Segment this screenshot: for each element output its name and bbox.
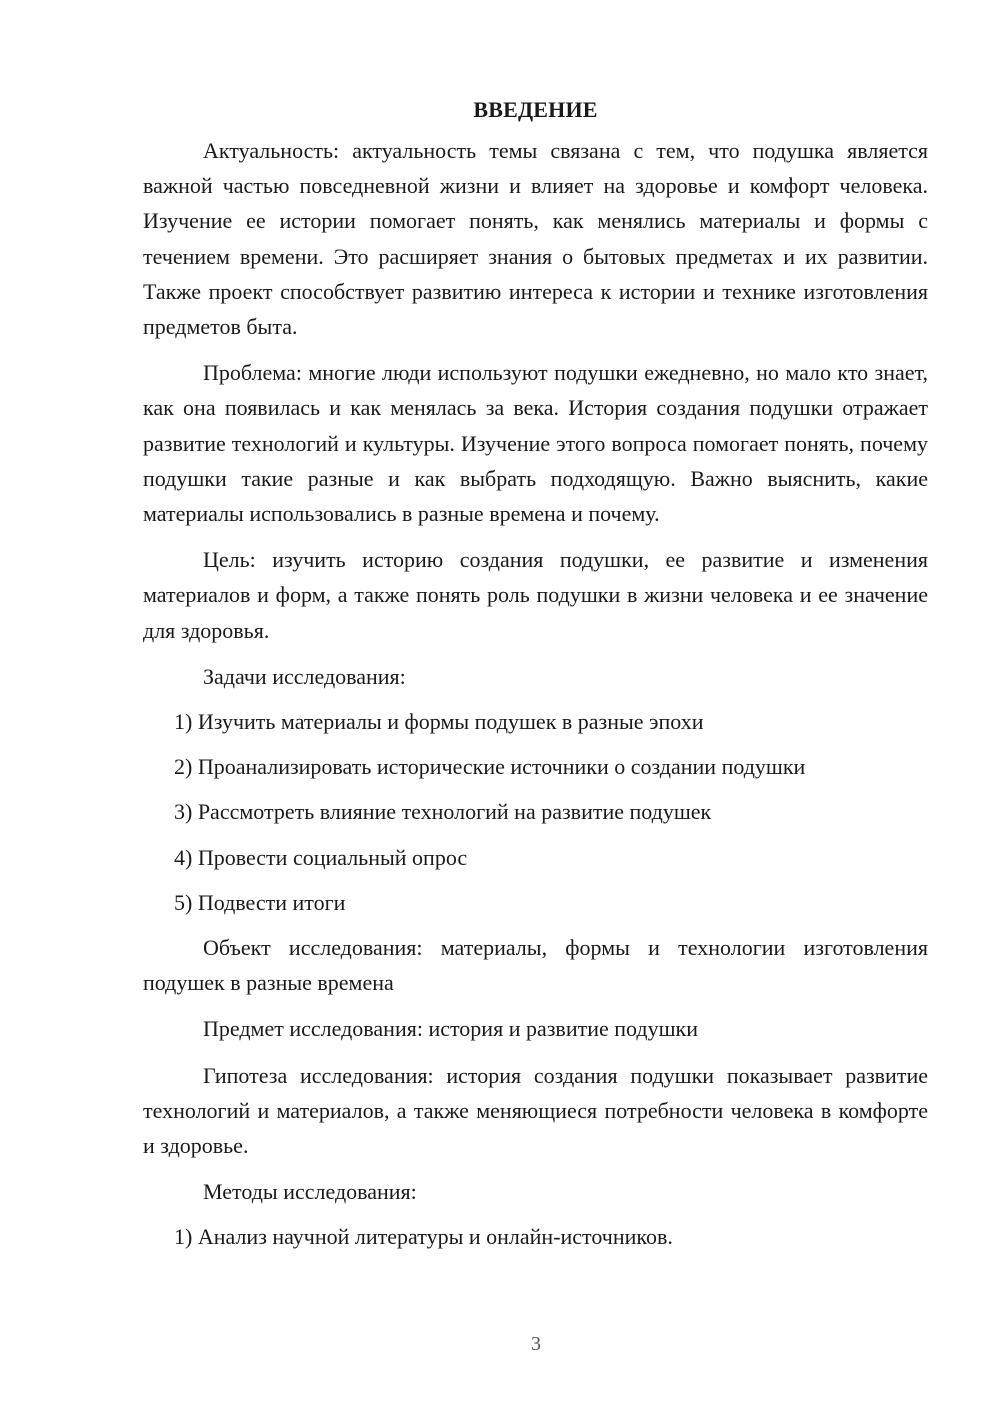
hypothesis-paragraph: Гипотеза исследования: история создания подушки показывает развитие технологий и материалов, а также меняющиеся потребности человека в комфорте и здоровье. xyxy=(143,1062,928,1159)
task-item: 4) Провести социальный опрос xyxy=(174,844,468,870)
section-title: ВВЕДЕНИЕ xyxy=(473,97,598,122)
document-page xyxy=(143,92,928,1265)
page-number: 3 xyxy=(531,1333,541,1355)
methods-heading: Методы исследования: xyxy=(203,1179,417,1205)
task-item: 5) Подвести итоги xyxy=(174,889,346,915)
tasks-heading: Задачи исследования: xyxy=(203,663,406,689)
task-item: 2) Проанализировать исторические источники о создании подушки xyxy=(174,754,806,780)
method-item: 1) Анализ научной литературы и онлайн-источников. xyxy=(174,1224,673,1250)
problem-paragraph: Проблема: многие люди используют подушки ежедневно, но мало кто знает, как она появилась и как менялась за века. История создания подушки отражает развитие технологий и культуры. Изучение этого вопроса помогает понять, почему подушки такие разные и как выбрать подходящую. Важно выяснить, какие материалы использовались в разные времена и почему. xyxy=(143,360,928,527)
task-item: 3) Рассмотреть влияние технологий на развитие подушек xyxy=(174,799,712,825)
subject-paragraph: Предмет исследования: история и развитие подушки xyxy=(203,1016,698,1042)
goal-paragraph: Цель: изучить историю создания подушки, ее развитие и изменения материалов и форм, а также понять роль подушки в жизни человека и ее значение для здоровья. xyxy=(143,547,928,643)
relevance-paragraph: Актуальность: актуальность темы связана с тем, что подушка является важной частью повседневной жизни и влияет на здоровье и комфорт человека. Изучение ее истории помогает понять, как менялись материалы и формы с течением времени. Это расширяет знания о бытовых предметах и их развитии. Также проект способствует развитию интереса к истории и технике изготовления предметов быта. xyxy=(143,138,928,340)
task-item: 1) Изучить материалы и формы подушек в разные эпохи xyxy=(174,709,704,735)
object-paragraph: Объект исследования: материалы, формы и технологии изготовления подушек в разные времена xyxy=(143,935,928,996)
